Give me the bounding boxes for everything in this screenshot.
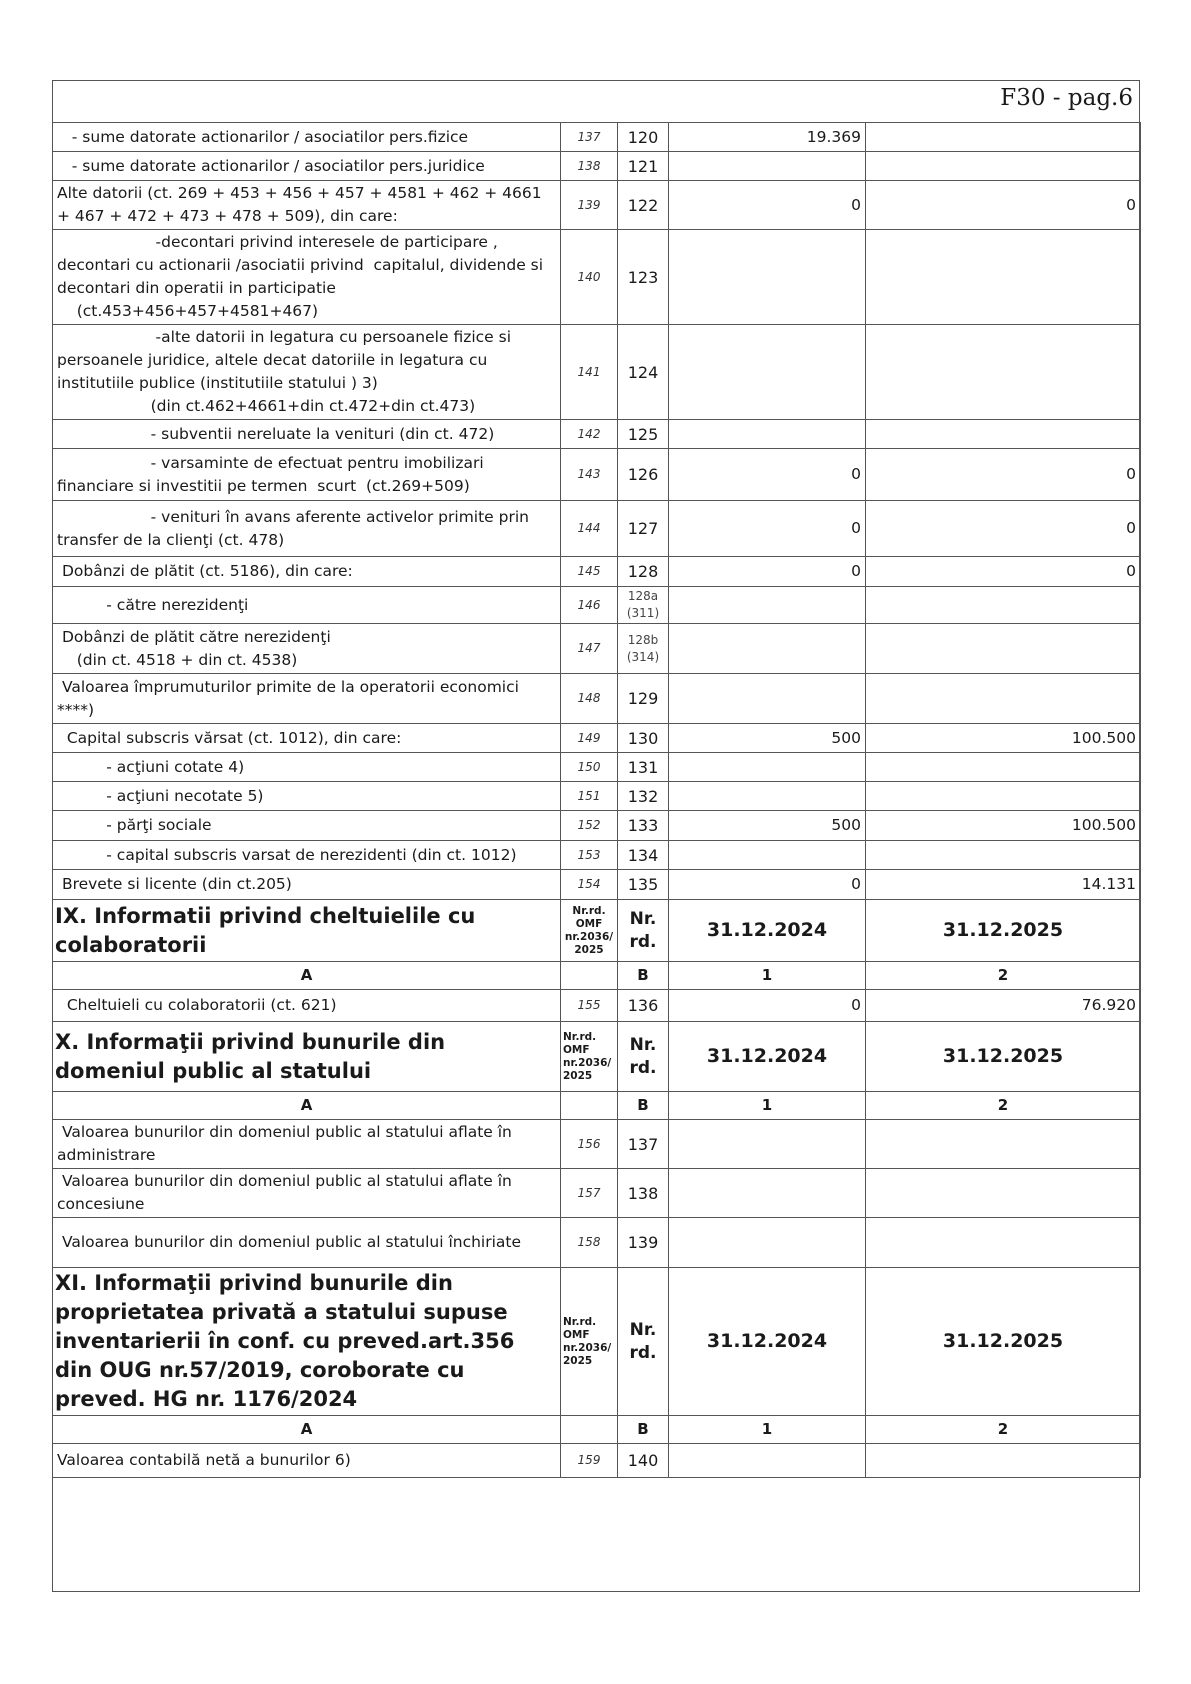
omf-header: Nr.rd. OMF nr.2036/ 2025: [561, 1022, 618, 1092]
table-row: [53, 181, 1141, 230]
value-2024: 0: [669, 870, 866, 900]
table-row: [53, 841, 1141, 870]
row-label: -alte datorii in legatura cu persoanele fizice si persoanele juridice, altele decat datoriile in legatura cu institutiile publice (institutiile statului ) 3) (din ct.462+4661+din ct.472+din ct.473): [53, 325, 561, 420]
row-nr-omf: 147: [561, 624, 618, 674]
value-2024: 0: [669, 990, 866, 1022]
row-nr-rd: 131: [618, 753, 669, 782]
value-2025: [866, 123, 1141, 152]
table-row: [53, 1120, 1141, 1169]
nr-rd-header: Nr. rd.: [618, 1022, 669, 1092]
table-row: [53, 230, 1141, 325]
table-row: [53, 674, 1141, 724]
value-2025: 0: [866, 449, 1141, 501]
table-row: [53, 501, 1141, 557]
letter-1: 1: [669, 1092, 866, 1120]
row-nr-rd: 125: [618, 420, 669, 449]
row-nr-rd: 123: [618, 230, 669, 325]
table-row: [53, 587, 1141, 624]
value-2024: [669, 420, 866, 449]
table-row: [53, 1444, 1141, 1478]
row-nr-omf: 137: [561, 123, 618, 152]
omf-header: Nr.rd. OMF nr.2036/ 2025: [561, 900, 618, 962]
section-header-row: [53, 900, 1141, 962]
row-nr-omf: 154: [561, 870, 618, 900]
value-2025: 0: [866, 181, 1141, 230]
row-nr-rd: 136: [618, 990, 669, 1022]
row-nr-omf: 138: [561, 152, 618, 181]
omf-header: Nr.rd. OMF nr.2036/ 2025: [561, 1268, 618, 1416]
row-label: Dobânzi de plătit (ct. 5186), din care:: [53, 557, 561, 587]
row-label: - sume datorate actionarilor / asociatilor pers.fizice: [53, 123, 561, 152]
row-nr-omf: 151: [561, 782, 618, 811]
letter-empty: [561, 1092, 618, 1120]
row-nr-rd: 134: [618, 841, 669, 870]
letter-b: B: [618, 962, 669, 990]
value-2024: [669, 753, 866, 782]
table-row: [53, 1169, 1141, 1218]
letter-2: 2: [866, 1092, 1141, 1120]
row-label: - părţi sociale: [53, 811, 561, 841]
value-2025: [866, 841, 1141, 870]
row-label: Brevete si licente (din ct.205): [53, 870, 561, 900]
row-nr-omf: 142: [561, 420, 618, 449]
value-2024: [669, 230, 866, 325]
row-nr-omf: 148: [561, 674, 618, 724]
row-nr-omf: 153: [561, 841, 618, 870]
section-header-row: [53, 1022, 1141, 1092]
value-2024: [669, 152, 866, 181]
value-2024: [669, 841, 866, 870]
value-2025: [866, 753, 1141, 782]
row-nr-rd: 135: [618, 870, 669, 900]
row-label: Alte datorii (ct. 269 + 453 + 456 + 457 + 4581 + 462 + 4661 + 467 + 472 + 473 + 478 + 509), din care:: [53, 181, 561, 230]
row-nr-omf: 140: [561, 230, 618, 325]
row-label: Valoarea împrumuturilor primite de la operatorii economici ****): [53, 674, 561, 724]
date-2024-header: 31.12.2024: [669, 1022, 866, 1092]
table-row: [53, 782, 1141, 811]
row-label: - sume datorate actionarilor / asociatilor pers.juridice: [53, 152, 561, 181]
table-row: [53, 1218, 1141, 1268]
row-label: -decontari privind interesele de participare , decontari cu actionarii /asociatii privind capitalul, dividende si decontari din operatii in participatie (ct.453+456+457+4581+467): [53, 230, 561, 325]
value-2025: [866, 1120, 1141, 1169]
value-2024: [669, 624, 866, 674]
value-2024: 0: [669, 501, 866, 557]
row-nr-omf: 156: [561, 1120, 618, 1169]
row-nr-omf: 157: [561, 1169, 618, 1218]
value-2025: 100.500: [866, 811, 1141, 841]
row-nr-omf: 146: [561, 587, 618, 624]
table-row: [53, 449, 1141, 501]
date-2024-header: 31.12.2024: [669, 1268, 866, 1416]
section-header-row: [53, 1268, 1141, 1416]
row-nr-rd: 137: [618, 1120, 669, 1169]
value-2025: [866, 782, 1141, 811]
row-nr-omf: 159: [561, 1444, 618, 1478]
row-label: - acţiuni cotate 4): [53, 753, 561, 782]
row-nr-rd: 139: [618, 1218, 669, 1268]
table-row: [53, 325, 1141, 420]
letter-a: A: [53, 1092, 561, 1120]
value-2024: [669, 1218, 866, 1268]
value-2025: 0: [866, 557, 1141, 587]
value-2024: [669, 587, 866, 624]
row-nr-omf: 150: [561, 753, 618, 782]
value-2024: [669, 674, 866, 724]
value-2024: [669, 1120, 866, 1169]
column-letters-row: [53, 1092, 1141, 1120]
letter-a: A: [53, 1416, 561, 1444]
table-row: [53, 870, 1141, 900]
letter-empty: [561, 962, 618, 990]
row-nr-rd: 122: [618, 181, 669, 230]
table-row: [53, 152, 1141, 181]
value-2024: 0: [669, 557, 866, 587]
letter-empty: [561, 1416, 618, 1444]
table-row: [53, 123, 1141, 152]
value-2025: 100.500: [866, 724, 1141, 753]
row-label: - către nerezidenţi: [53, 587, 561, 624]
value-2024: [669, 325, 866, 420]
date-2025-header: 31.12.2025: [866, 900, 1141, 962]
letter-1: 1: [669, 1416, 866, 1444]
row-label: Dobânzi de plătit către nerezidenţi (din ct. 4518 + din ct. 4538): [53, 624, 561, 674]
value-2025: [866, 1169, 1141, 1218]
value-2024: 500: [669, 724, 866, 753]
column-letters-row: [53, 1416, 1141, 1444]
row-nr-omf: 144: [561, 501, 618, 557]
table-row: [53, 624, 1141, 674]
row-label: - subventii nereluate la venituri (din ct. 472): [53, 420, 561, 449]
row-nr-rd: 138: [618, 1169, 669, 1218]
value-2025: [866, 587, 1141, 624]
row-nr-rd: 140: [618, 1444, 669, 1478]
value-2024: [669, 1444, 866, 1478]
table-row: [53, 990, 1141, 1022]
letter-a: A: [53, 962, 561, 990]
row-nr-omf: 158: [561, 1218, 618, 1268]
row-nr-omf: 141: [561, 325, 618, 420]
row-nr-rd: 128: [618, 557, 669, 587]
row-nr-rd: 126: [618, 449, 669, 501]
row-nr-omf: 145: [561, 557, 618, 587]
table-row: [53, 724, 1141, 753]
letter-2: 2: [866, 962, 1141, 990]
row-nr-rd: 130: [618, 724, 669, 753]
letter-b: B: [618, 1092, 669, 1120]
row-label: - capital subscris varsat de nerezidenti (din ct. 1012): [53, 841, 561, 870]
row-label: Valoarea bunurilor din domeniul public al statului aflate în administrare: [53, 1120, 561, 1169]
nr-rd-header: Nr. rd.: [618, 1268, 669, 1416]
table-row: [53, 557, 1141, 587]
value-2024: 0: [669, 181, 866, 230]
letter-1: 1: [669, 962, 866, 990]
date-2024-header: 31.12.2024: [669, 900, 866, 962]
value-2025: 76.920: [866, 990, 1141, 1022]
table-row: [53, 753, 1141, 782]
value-2024: 0: [669, 449, 866, 501]
row-nr-omf: 155: [561, 990, 618, 1022]
row-nr-rd: 129: [618, 674, 669, 724]
row-label: Capital subscris vărsat (ct. 1012), din care:: [53, 724, 561, 753]
row-nr-rd: 133: [618, 811, 669, 841]
table-row: [53, 420, 1141, 449]
row-label: - acţiuni necotate 5): [53, 782, 561, 811]
value-2025: [866, 325, 1141, 420]
value-2024: [669, 1169, 866, 1218]
row-nr-omf: 143: [561, 449, 618, 501]
row-nr-omf: 149: [561, 724, 618, 753]
letter-2: 2: [866, 1416, 1141, 1444]
value-2025: [866, 1218, 1141, 1268]
section-title: XI. Informaţii privind bunurile din proprietatea privată a statului supuse inventarierii în conf. cu preved.art.356 din OUG nr.57/2019, coroborate cu preved. HG nr. 1176/2024: [53, 1268, 561, 1416]
row-nr-rd: 127: [618, 501, 669, 557]
value-2025: 14.131: [866, 870, 1141, 900]
row-label: Valoarea bunurilor din domeniul public al statului închiriate: [53, 1218, 561, 1268]
date-2025-header: 31.12.2025: [866, 1022, 1141, 1092]
row-label: - varsaminte de efectuat pentru imobilizari financiare si investitii pe termen scurt (ct.269+509): [53, 449, 561, 501]
row-label: Cheltuieli cu colaboratorii (ct. 621): [53, 990, 561, 1022]
column-letters-row: [53, 962, 1141, 990]
row-nr-omf: 139: [561, 181, 618, 230]
row-label: Valoarea bunurilor din domeniul public al statului aflate în concesiune: [53, 1169, 561, 1218]
value-2024: 500: [669, 811, 866, 841]
value-2025: [866, 420, 1141, 449]
date-2025-header: 31.12.2025: [866, 1268, 1141, 1416]
section-title: IX. Informatii privind cheltuielile cu colaboratorii: [53, 900, 561, 962]
nr-rd-header: Nr. rd.: [618, 900, 669, 962]
row-label: - venituri în avans aferente activelor primite prin transfer de la clienţi (ct. 478): [53, 501, 561, 557]
row-label: Valoarea contabilă netă a bunurilor 6): [53, 1444, 561, 1478]
value-2025: [866, 624, 1141, 674]
row-nr-omf: 152: [561, 811, 618, 841]
value-2024: 19.369: [669, 123, 866, 152]
letter-b: B: [618, 1416, 669, 1444]
row-nr-rd: 128b (314): [618, 624, 669, 674]
value-2025: [866, 1444, 1141, 1478]
row-nr-rd: 120: [618, 123, 669, 152]
value-2025: [866, 152, 1141, 181]
value-2024: [669, 782, 866, 811]
table-row: [53, 811, 1141, 841]
form-table: [52, 122, 1141, 1478]
value-2025: 0: [866, 501, 1141, 557]
row-nr-rd: 124: [618, 325, 669, 420]
value-2025: [866, 674, 1141, 724]
row-nr-rd: 132: [618, 782, 669, 811]
page-header: F30 - pag.6: [1000, 85, 1133, 111]
section-title: X. Informaţii privind bunurile din domeniul public al statului: [53, 1022, 561, 1092]
value-2025: [866, 230, 1141, 325]
row-nr-rd: 121: [618, 152, 669, 181]
row-nr-rd: 128a (311): [618, 587, 669, 624]
